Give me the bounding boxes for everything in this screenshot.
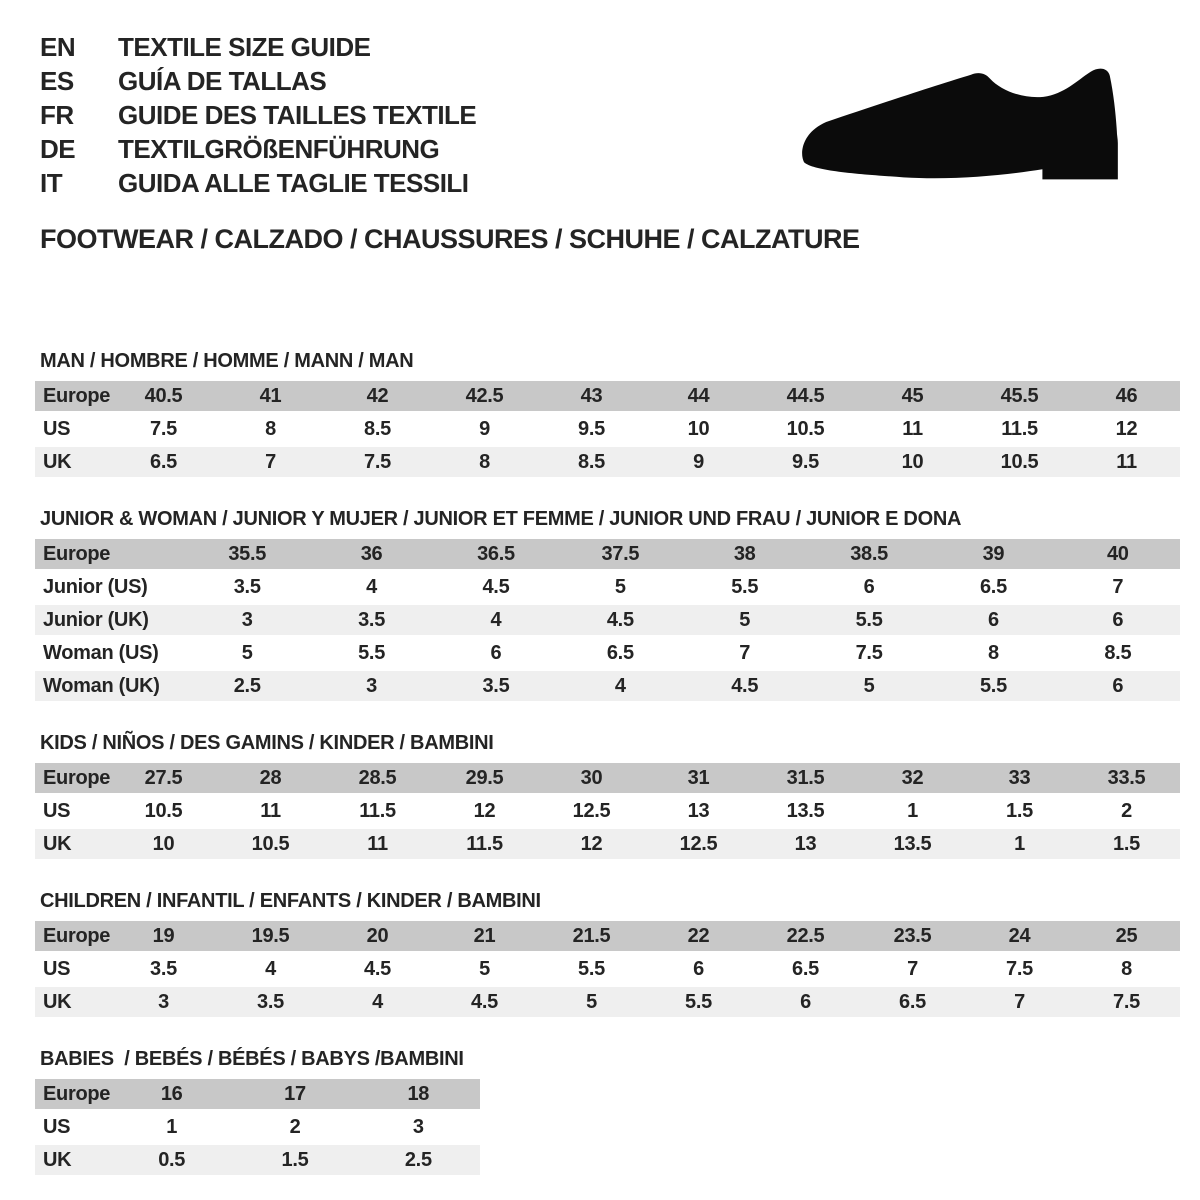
row-label-cell: UK — [43, 990, 72, 1013]
size-value-cell: 6 — [988, 608, 999, 631]
size-value-cell: 40.5 — [144, 384, 183, 407]
language-code: EN — [40, 32, 76, 62]
size-value-cell: 5 — [241, 641, 253, 664]
size-value-cell: 7.5 — [364, 450, 391, 473]
size-value-cell: 12.5 — [679, 832, 718, 855]
size-value-cell: 7 — [265, 450, 276, 473]
size-value-cell: 19.5 — [251, 924, 290, 947]
row-label-cell: US — [43, 957, 71, 980]
table-row — [35, 829, 1180, 859]
size-value-cell: 3 — [241, 608, 253, 631]
size-table-junior_woman — [35, 539, 1180, 701]
size-value-cell: 1.5 — [281, 1148, 309, 1171]
section-title-children: CHILDREN / INFANTIL / ENFANTS / KINDER / BAMBINI — [40, 890, 541, 912]
size-value-cell: 28 — [259, 766, 282, 789]
language-title: GUIDA ALLE TAGLIE TESSILI — [118, 168, 469, 198]
row-label-cell: UK — [43, 1148, 72, 1171]
size-value-cell: 12.5 — [572, 799, 611, 822]
size-value-cell: 4 — [372, 990, 383, 1013]
size-table-section-junior_woman — [35, 508, 1180, 701]
size-value-cell: 38 — [733, 542, 756, 565]
size-value-cell: 3.5 — [233, 575, 261, 598]
size-value-cell: 5 — [739, 608, 751, 631]
size-value-cell: 3 — [366, 674, 377, 697]
row-label-cell: Europe — [43, 766, 111, 789]
size-table-babies — [35, 1079, 480, 1175]
size-table-kids — [35, 763, 1180, 859]
size-value-cell: 6.5 — [979, 575, 1007, 598]
size-value-cell: 36 — [360, 542, 383, 565]
size-value-cell: 7 — [1014, 990, 1025, 1013]
size-value-cell: 4.5 — [731, 674, 759, 697]
size-value-cell: 0.5 — [158, 1148, 186, 1171]
size-value-cell: 8 — [479, 450, 490, 473]
dress-shoe-silhouette — [798, 62, 1145, 184]
table-row — [35, 796, 1180, 826]
size-value-cell: 32 — [901, 766, 924, 789]
size-value-cell: 5 — [614, 575, 626, 598]
size-value-cell: 43 — [580, 384, 603, 407]
size-value-cell: 4.5 — [606, 608, 634, 631]
size-value-cell: 6.5 — [792, 957, 819, 980]
language-title: TEXTILGRÖßENFÜHRUNG — [118, 134, 440, 164]
language-code: DE — [40, 134, 76, 164]
size-table-children — [35, 921, 1180, 1017]
row-label-cell: US — [43, 1115, 71, 1138]
size-value-cell: 25 — [1115, 924, 1138, 947]
size-value-cell: 4 — [265, 957, 276, 980]
size-value-cell: 5 — [863, 674, 875, 697]
size-value-cell: 19 — [152, 924, 175, 947]
size-value-cell: 12 — [1115, 417, 1138, 440]
size-value-cell: 10 — [152, 832, 175, 855]
size-value-cell: 21 — [473, 924, 496, 947]
table-row — [35, 638, 1180, 668]
row-label-cell: Europe — [43, 924, 111, 947]
size-value-cell: 42.5 — [465, 384, 504, 407]
size-value-cell: 9.5 — [792, 450, 819, 473]
language-list — [40, 30, 476, 200]
size-value-cell: 10.5 — [251, 832, 290, 855]
size-value-cell: 5 — [586, 990, 597, 1013]
size-value-cell: 45 — [901, 384, 924, 407]
row-label-cell: Europe — [43, 542, 111, 565]
language-code: IT — [40, 168, 63, 198]
size-value-cell: 1.5 — [1113, 832, 1140, 855]
size-value-cell: 4 — [366, 575, 377, 598]
size-value-cell: 7.5 — [150, 417, 177, 440]
size-value-cell: 20 — [366, 924, 389, 947]
size-value-cell: 37.5 — [601, 542, 640, 565]
size-value-cell: 23.5 — [893, 924, 932, 947]
table-row — [35, 954, 1180, 984]
size-table-section-kids — [35, 732, 1180, 859]
size-value-cell: 45.5 — [1000, 384, 1039, 407]
language-row — [40, 98, 476, 132]
size-value-cell: 7.5 — [855, 641, 883, 664]
size-value-cell: 33 — [1008, 766, 1031, 789]
size-value-cell: 3 — [158, 990, 169, 1013]
size-value-cell: 6 — [863, 575, 875, 598]
size-value-cell: 27.5 — [144, 766, 183, 789]
language-row — [40, 166, 476, 200]
size-table-section-man — [35, 350, 1180, 477]
table-header-row — [35, 1079, 480, 1109]
row-label-cell: Woman (UK) — [43, 674, 160, 697]
size-value-cell: 31.5 — [786, 766, 825, 789]
size-value-cell: 3.5 — [150, 957, 177, 980]
size-value-cell: 6 — [1112, 608, 1124, 631]
size-value-cell: 44 — [687, 384, 710, 407]
size-value-cell: 13 — [687, 799, 710, 822]
size-value-cell: 18 — [407, 1082, 430, 1105]
size-value-cell: 3.5 — [358, 608, 386, 631]
size-value-cell: 16 — [160, 1082, 183, 1105]
size-table-section-babies — [35, 1048, 1180, 1175]
row-label-cell: Europe — [43, 1082, 111, 1105]
section-title-kids: KIDS / NIÑOS / DES GAMINS / KINDER / BAMBINI — [40, 732, 494, 754]
size-value-cell: 5.5 — [855, 608, 883, 631]
size-value-cell: 12 — [580, 832, 603, 855]
size-value-cell: 10 — [901, 450, 924, 473]
size-value-cell: 10.5 — [786, 417, 825, 440]
size-value-cell: 11 — [1116, 450, 1137, 473]
row-label-cell: US — [43, 799, 71, 822]
size-value-cell: 31 — [687, 766, 710, 789]
language-row — [40, 132, 476, 166]
size-value-cell: 1 — [907, 799, 918, 822]
table-row — [35, 572, 1180, 602]
size-value-cell: 8.5 — [364, 417, 391, 440]
size-value-cell: 12 — [473, 799, 496, 822]
size-value-cell: 4 — [490, 608, 502, 631]
size-value-cell: 7.5 — [1006, 957, 1033, 980]
size-value-cell: 8.5 — [578, 450, 605, 473]
size-value-cell: 9.5 — [578, 417, 605, 440]
size-value-cell: 7 — [1112, 575, 1124, 598]
size-value-cell: 8 — [988, 641, 999, 664]
size-value-cell: 10.5 — [144, 799, 183, 822]
table-row — [35, 605, 1180, 635]
size-value-cell: 7 — [739, 641, 751, 664]
size-value-cell: 21.5 — [572, 924, 611, 947]
table-row — [35, 987, 1180, 1017]
size-value-cell: 10.5 — [1000, 450, 1039, 473]
size-value-cell: 4.5 — [471, 990, 498, 1013]
row-label-cell: UK — [43, 832, 72, 855]
language-code: ES — [40, 66, 74, 96]
size-value-cell: 1 — [166, 1115, 178, 1138]
size-value-cell: 11 — [260, 799, 281, 822]
size-value-cell: 24 — [1008, 924, 1031, 947]
table-row — [35, 447, 1180, 477]
row-label-cell: US — [43, 417, 71, 440]
size-value-cell: 1.5 — [1006, 799, 1033, 822]
row-label-cell: Junior (US) — [43, 575, 148, 598]
table-header-row — [35, 539, 1180, 569]
language-title: GUIDE DES TAILLES TEXTILE — [118, 100, 477, 130]
table-header-row — [35, 921, 1180, 951]
size-value-cell: 2.5 — [233, 674, 261, 697]
size-value-cell: 5.5 — [685, 990, 712, 1013]
size-value-cell: 35.5 — [228, 542, 267, 565]
table-row — [35, 1112, 480, 1142]
table-row — [35, 671, 1180, 701]
size-value-cell: 36.5 — [477, 542, 515, 565]
size-value-cell: 29.5 — [465, 766, 504, 789]
size-value-cell: 6.5 — [606, 641, 634, 664]
language-title: TEXTILE SIZE GUIDE — [118, 32, 371, 62]
size-value-cell: 9 — [693, 450, 704, 473]
size-value-cell: 6.5 — [899, 990, 926, 1013]
size-value-cell: 5.5 — [358, 641, 386, 664]
size-value-cell: 3.5 — [257, 990, 284, 1013]
size-value-cell: 10 — [687, 417, 710, 440]
table-header-row — [35, 381, 1180, 411]
size-value-cell: 22.5 — [786, 924, 825, 947]
size-value-cell: 11.5 — [466, 832, 503, 855]
row-label-cell: Europe — [43, 384, 111, 407]
size-value-cell: 38.5 — [850, 542, 888, 565]
section-title-junior_woman: JUNIOR & WOMAN / JUNIOR Y MUJER / JUNIOR ET FEMME / JUNIOR UND FRAU / JUNIOR E DONA — [40, 508, 962, 530]
size-value-cell: 8.5 — [1104, 641, 1132, 664]
size-value-cell: 6 — [1112, 674, 1124, 697]
language-title: GUÍA DE TALLAS — [118, 66, 327, 96]
size-value-cell: 44.5 — [786, 384, 825, 407]
size-value-cell: 3.5 — [482, 674, 510, 697]
table-row — [35, 1145, 480, 1175]
size-value-cell: 2 — [1121, 799, 1132, 822]
size-value-cell: 1 — [1014, 832, 1025, 855]
size-value-cell: 3 — [412, 1115, 424, 1138]
size-value-cell: 2 — [289, 1115, 301, 1138]
row-label-cell: UK — [43, 450, 72, 473]
size-value-cell: 5.5 — [979, 674, 1007, 697]
size-value-cell: 30 — [580, 766, 603, 789]
category-heading: FOOTWEAR / CALZADO / CHAUSSURES / SCHUHE / CALZATURE — [40, 224, 860, 254]
size-value-cell: 2.5 — [404, 1148, 432, 1171]
language-row — [40, 30, 476, 64]
size-value-cell: 42 — [366, 384, 389, 407]
size-value-cell: 17 — [284, 1082, 306, 1105]
size-value-cell: 11 — [367, 832, 388, 855]
row-label-cell: Woman (US) — [43, 641, 159, 664]
size-value-cell: 5 — [479, 957, 490, 980]
size-value-cell: 6 — [693, 957, 704, 980]
size-table-section-children — [35, 890, 1180, 1017]
table-header-row — [35, 763, 1180, 793]
section-title-man: MAN / HOMBRE / HOMME / MANN / MAN — [40, 350, 414, 372]
size-value-cell: 11.5 — [359, 799, 396, 822]
language-code: FR — [40, 100, 74, 130]
size-value-cell: 8 — [265, 417, 276, 440]
size-value-cell: 28.5 — [358, 766, 397, 789]
section-title-babies: BABIES / BEBÉS / BÉBÉS / BABYS /BAMBINI — [40, 1048, 464, 1070]
size-value-cell: 40 — [1106, 542, 1129, 565]
size-value-cell: 4.5 — [482, 575, 510, 598]
size-table-man — [35, 381, 1180, 477]
size-value-cell: 13.5 — [786, 799, 825, 822]
size-value-cell: 4.5 — [364, 957, 391, 980]
size-value-cell: 46 — [1115, 384, 1138, 407]
size-value-cell: 5.5 — [731, 575, 759, 598]
size-value-cell: 41 — [259, 384, 282, 407]
language-row — [40, 64, 476, 98]
table-row — [35, 414, 1180, 444]
size-value-cell: 33.5 — [1107, 766, 1146, 789]
size-value-cell: 6 — [800, 990, 811, 1013]
size-value-cell: 7.5 — [1113, 990, 1140, 1013]
size-value-cell: 13.5 — [893, 832, 932, 855]
dress-shoe-icon — [798, 62, 1145, 184]
size-value-cell: 39 — [982, 542, 1005, 565]
size-value-cell: 11 — [902, 417, 923, 440]
size-value-cell: 8 — [1121, 957, 1132, 980]
size-value-cell: 22 — [687, 924, 710, 947]
size-value-cell: 6 — [490, 641, 502, 664]
size-value-cell: 11.5 — [1001, 417, 1038, 440]
size-value-cell: 4 — [614, 674, 626, 697]
size-value-cell: 6.5 — [150, 450, 177, 473]
size-tables — [35, 350, 1180, 1200]
size-value-cell: 13 — [794, 832, 817, 855]
row-label-cell: Junior (UK) — [43, 608, 149, 631]
size-value-cell: 9 — [479, 417, 490, 440]
size-value-cell: 7 — [907, 957, 918, 980]
size-value-cell: 5.5 — [578, 957, 605, 980]
